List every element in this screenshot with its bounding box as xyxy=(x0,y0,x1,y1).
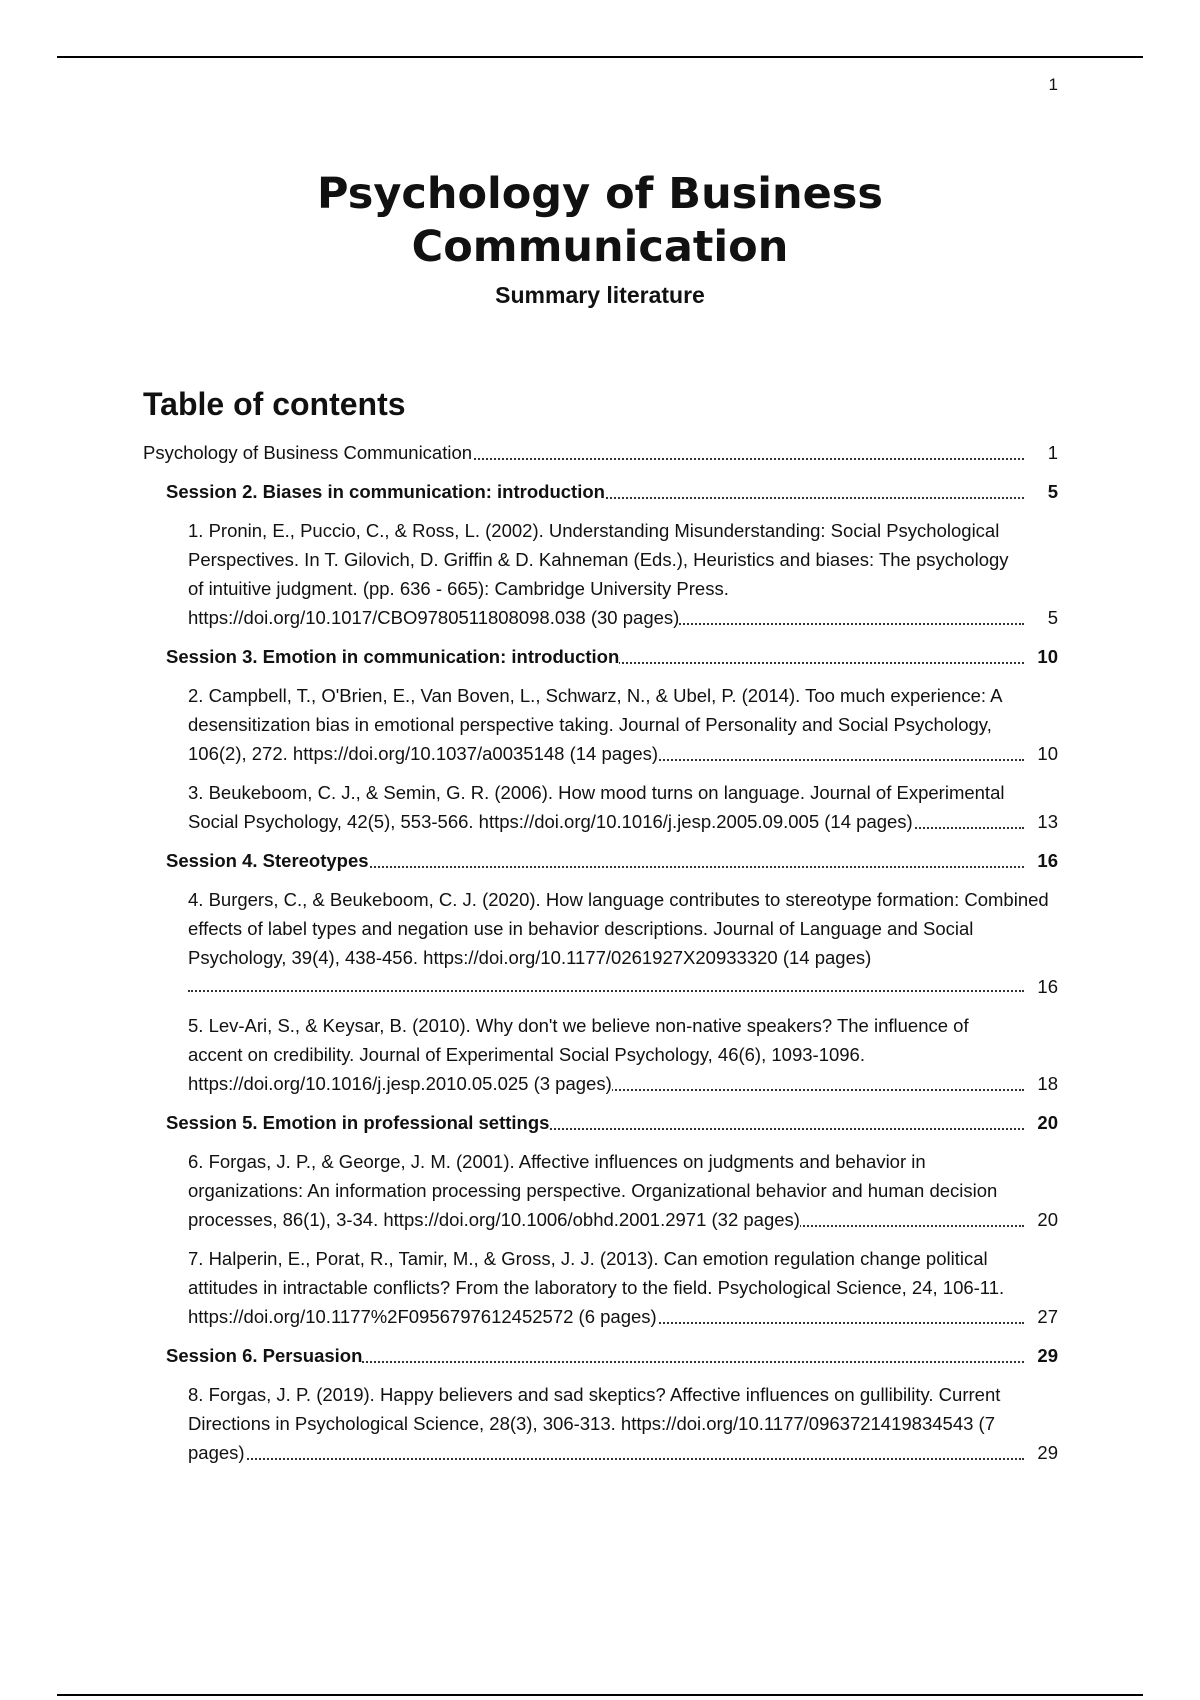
toc-entry[interactable] xyxy=(143,438,1058,467)
toc-entry-session[interactable] xyxy=(166,1108,1058,1137)
toc-entry-session[interactable] xyxy=(166,642,1058,671)
toc-entry-page: 16 xyxy=(1037,972,1058,1001)
toc-entry-reference[interactable] xyxy=(188,885,1058,1001)
toc-entry-reference[interactable] xyxy=(188,1011,1058,1098)
toc-entry-reference[interactable] xyxy=(188,1244,1058,1331)
toc-entry-reference[interactable] xyxy=(188,516,1058,632)
document-subtitle: Summary literature xyxy=(495,282,705,308)
page-number: 1 xyxy=(1048,75,1058,94)
toc-entry-title: 7. Halperin, E., Porat, R., Tamir, M., & Gross, J. J. (2013). Can emotion regulation change political attitudes in intractable conflicts? From the laboratory to the field. Psychological Science, 24, 106-11. https://doi.org/10.1177%2F0956797612452572 (6 pages) xyxy=(188,1248,1005,1327)
toc-entry-title: Session 3. Emotion in communication: introduction xyxy=(166,646,620,667)
toc-entry-reference[interactable] xyxy=(188,1147,1058,1234)
footer-rule xyxy=(57,1694,1143,1696)
toc-entry-title: Session 4. Stereotypes xyxy=(166,850,369,871)
toc-entry-reference[interactable] xyxy=(188,1380,1058,1467)
toc-entry-reference[interactable] xyxy=(188,778,1058,836)
toc-entry-session[interactable] xyxy=(166,1341,1058,1370)
toc-entry-reference[interactable] xyxy=(188,681,1058,768)
toc-entry-page: 10 xyxy=(1037,642,1058,671)
toc-entry-title: 6. Forgas, J. P., & George, J. M. (2001). Affective influences on judgments and behavior in organizations: An information processing perspective. Organizational behavior and human decision processes, 86(1), 3-34. https://doi.org/10.1006/obhd.2001.2971 (32 pages) xyxy=(188,1151,998,1230)
table-of-contents xyxy=(143,438,1058,1477)
toc-heading: Table of contents xyxy=(143,386,406,422)
toc-entry-title: 3. Beukeboom, C. J., & Semin, G. R. (2006). How mood turns on language. Journal of Experimental Social Psychology, 42(5), 553-566. https://doi.org/10.1016/j.jesp.2005.09.005 (14 pages) xyxy=(188,782,1005,832)
toc-entry-page: 29 xyxy=(1037,1438,1058,1467)
toc-entry-page: 29 xyxy=(1037,1341,1058,1370)
toc-entry-title: 4. Burgers, C., & Beukeboom, C. J. (2020). How language contributes to stereotype formation: Combined effects of label types and negation use in behavior descriptions. Journal of Language and Social Psychology, 39(4), 438-456. https://doi.org/10.1177/0261927X20933320 (14 pages) xyxy=(188,889,1049,968)
toc-entry-page: 1 xyxy=(1048,438,1058,467)
toc-entry-page: 5 xyxy=(1048,603,1058,632)
header-rule xyxy=(57,56,1143,58)
toc-entry-page: 20 xyxy=(1037,1205,1058,1234)
toc-entry-session[interactable] xyxy=(166,846,1058,875)
toc-entry-session[interactable] xyxy=(166,477,1058,506)
toc-entry-title: 1. Pronin, E., Puccio, C., & Ross, L. (2002). Understanding Misunderstanding: Social Psychological Perspectives. In T. Gilovich, D. Griffin & D. Kahneman (Eds.), Heuristics and biases: The psychology of intuitive judgment. (pp. 636 - 665): Cambridge University Press. https://doi.org/10.1017/CBO9780511808098.038 (30 pages) xyxy=(188,520,1009,628)
toc-entry-title: Session 5. Emotion in professional settings xyxy=(166,1112,550,1133)
toc-entry-page: 13 xyxy=(1037,807,1058,836)
toc-entry-title: Session 6. Persuasion xyxy=(166,1345,363,1366)
toc-entry-title: 5. Lev-Ari, S., & Keysar, B. (2010). Why don't we believe non-native speakers? The influence of accent on credibility. Journal of Experimental Social Psychology, 46(6), 1093-1096. https://doi.org/10.1016/j.jesp.2010.05.025 (3 pages) xyxy=(188,1015,969,1094)
toc-entry-title: Session 2. Biases in communication: introduction xyxy=(166,481,605,502)
toc-entry-title: Psychology of Business Communication xyxy=(143,442,473,463)
toc-entry-page: 20 xyxy=(1037,1108,1058,1137)
toc-entry-title: 8. Forgas, J. P. (2019). Happy believers and sad skeptics? Affective influences on gullibility. Current Directions in Psychological Science, 28(3), 306-313. https://doi.org/10.1177/0963721419834543 (7 pages) xyxy=(188,1384,1001,1463)
document-title: Psychology of Business Communication xyxy=(317,169,883,272)
toc-entry-page: 18 xyxy=(1037,1069,1058,1098)
toc-entry-page: 27 xyxy=(1037,1302,1058,1331)
toc-entry-page: 16 xyxy=(1037,846,1058,875)
toc-entry-title: 2. Campbell, T., O'Brien, E., Van Boven, L., Schwarz, N., & Ubel, P. (2014). Too much experience: A desensitization bias in emotional perspective taking. Journal of Personality and Social Psychology, 106(2), 272. https://doi.org/10.1037/a0035148 (14 pages) xyxy=(188,685,1003,764)
toc-entry-page: 10 xyxy=(1037,739,1058,768)
toc-entry-page: 5 xyxy=(1048,477,1058,506)
